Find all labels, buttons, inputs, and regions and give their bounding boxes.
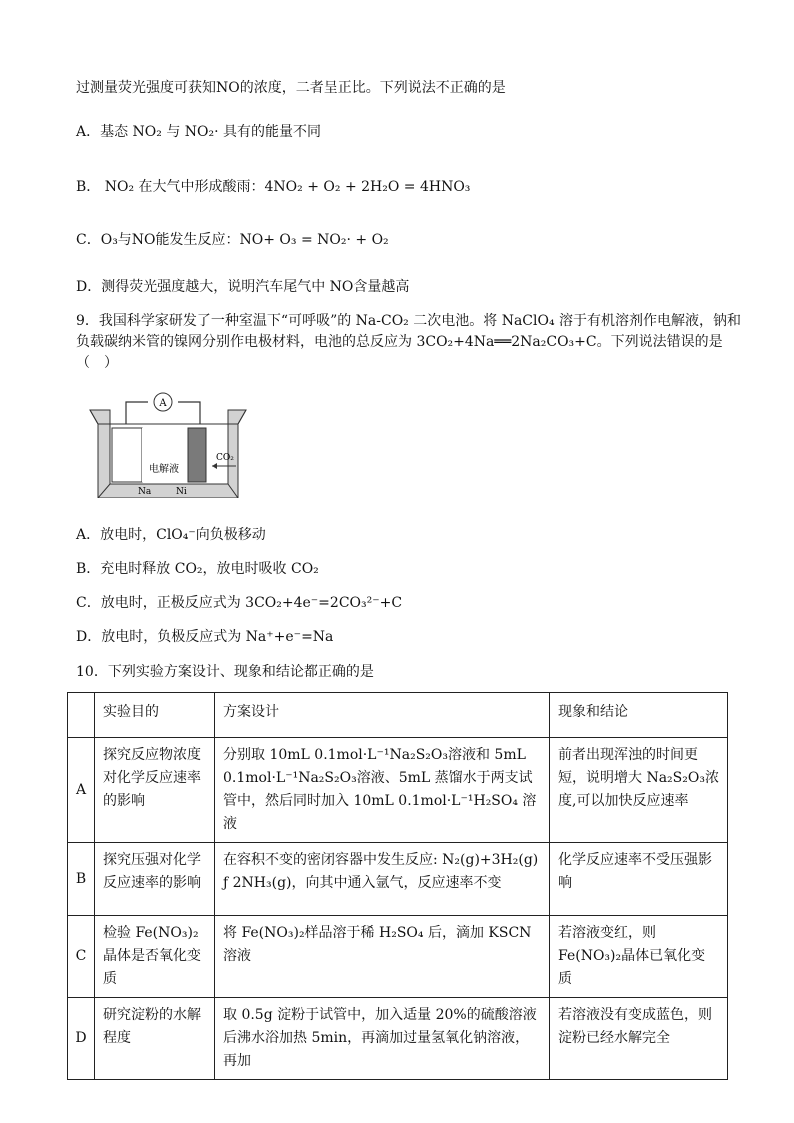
q9-option-c: C．放电时，正极反应式为 3CO₂+4e⁻=2CO₃²⁻+C [76,595,403,611]
row-key: D [68,998,95,1080]
table-row [68,843,728,916]
row-design: 取 0.5g 淀粉于试管中，加入适量 20%的硫酸溶液后沸水浴加热 5min，再滴加过量氢氧化钠溶液，再加 [215,998,550,1080]
header-design: 方案设计 [215,693,550,738]
table-row [68,998,728,1080]
row-design: 在容积不变的密闭容器中发生反应: N₂(g)+3H₂(g) ƒ 2NH₃(g)，向其中通入氩气，反应速率不变 [215,843,550,916]
table-row [68,916,728,998]
row-result: 若溶液没有变成蓝色，则淀粉已经水解完全 [550,998,728,1080]
q9-option-d: D．放电时，负极反应式为 Na⁺+e⁻=Na [76,629,334,645]
nickel-electrode [188,428,206,482]
sodium-electrode [112,428,142,482]
battery-diagram [88,386,248,498]
ammeter-label: A [159,398,167,409]
q8-option-b: B． NO₂ 在大气中形成酸雨：4NO₂ + O₂ + 2H₂O = 4HNO₃ [76,179,471,195]
row-purpose: 研究淀粉的水解程度 [95,998,215,1080]
ni-label: Ni [176,487,187,497]
row-purpose: 探究压强对化学反应速率的影响 [95,843,215,916]
q8-option-a: A．基态 NO₂ 与 NO₂· 具有的能量不同 [76,124,322,140]
na-label: Na [138,487,152,497]
q9-stem-line-2: 负载碳纳米管的镍网分别作电极材料，电池的总反应为 3CO₂+4Na══2Na₂CO₃+C。下列说法错误的是 [76,334,723,350]
row-purpose: 检验 Fe(NO₃)₂晶体是否氧化变质 [95,916,215,998]
q8-stem: 过测量荧光强度可获知NO的浓度，二者呈正比。下列说法不正确的是 [76,80,506,96]
q8-option-d: D．测得荧光强度越大，说明汽车尾气中 NO含量越高 [76,279,410,295]
q9-stem-line-1: 9．我国科学家研发了一种室温下“可呼吸”的 Na-CO₂ 二次电池。将 NaClO₄ 溶于有机溶剂作电解液，钠和 [76,313,742,329]
row-key: B [68,843,95,916]
header-blank [68,693,95,738]
experiment-table [67,692,728,1080]
header-result: 现象和结论 [550,693,728,738]
header-purpose: 实验目的 [95,693,215,738]
row-purpose: 探究反应物浓度对化学反应速率的影响 [95,738,215,843]
q8-option-c: C．O₃与NO能发生反应：NO+ O₃ = NO₂· + O₂ [76,232,389,248]
table-header-row [68,693,728,738]
q9-stem-line-3: （ ） [76,355,118,371]
row-result: 前者出现浑浊的时间更短，说明增大 Na₂S₂O₃浓度,可以加快反应速率 [550,738,728,843]
q9-option-b: B．充电时释放 CO₂，放电时吸收 CO₂ [76,561,319,577]
row-key: C [68,916,95,998]
row-result: 若溶液变红，则 Fe(NO₃)₂晶体已氧化变质 [550,916,728,998]
row-design: 分别取 10mL 0.1mol·L⁻¹Na₂S₂O₃溶液和 5mL 0.1mol·L⁻¹Na₂S₂O₃溶液、5mL 蒸馏水于两支试管中，然后同时加入 10mL 0.1mol·L⁻¹H₂SO₄ 溶液 [215,738,550,843]
q10-stem: 10．下列实验方案设计、现象和结论都正确的是 [76,664,374,680]
row-design: 将 Fe(NO₃)₂样品溶于稀 H₂SO₄ 后，滴加 KSCN 溶液 [215,916,550,998]
electrolyte-label: 电解液 [149,464,179,475]
row-key: A [68,738,95,843]
q9-option-a: A．放电时，ClO₄⁻向负极移动 [76,527,266,543]
row-result: 化学反应速率不受压强影响 [550,843,728,916]
co2-label: CO₂ [216,453,234,463]
table-row [68,738,728,843]
